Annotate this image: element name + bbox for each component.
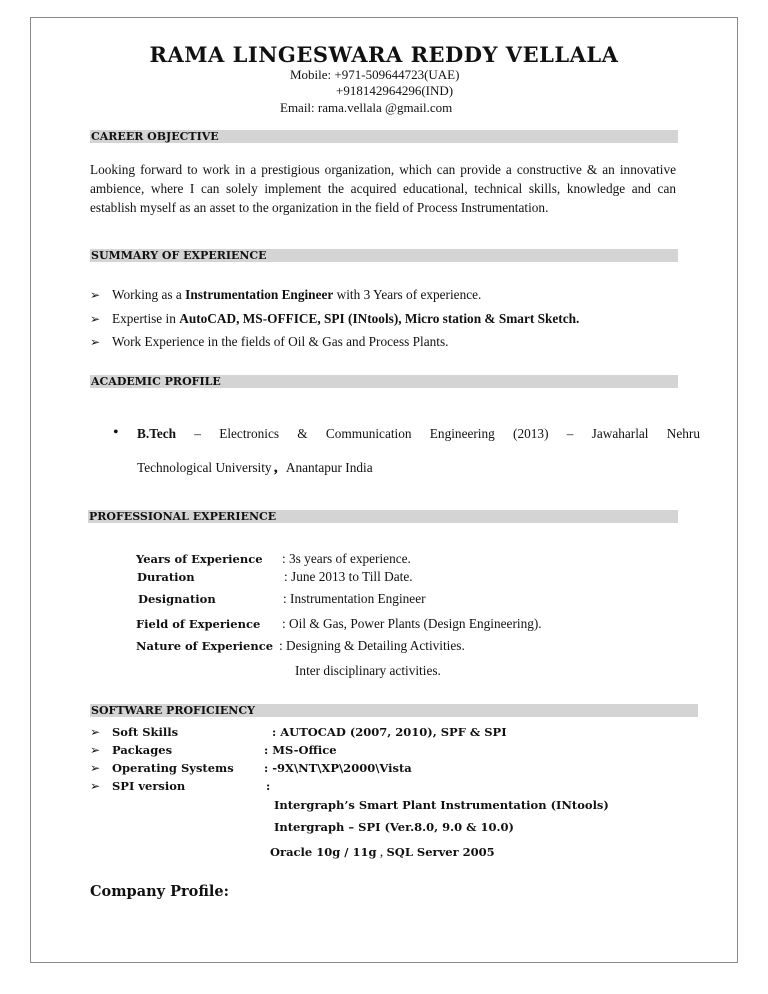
arrow-bullet-icon: ➢ (90, 761, 101, 775)
duration-value: : June 2013 to Till Date. (284, 569, 413, 584)
summary-item: ➢ Working as a Instrumentation Engineer with 3 Years of experience. (90, 287, 482, 302)
candidate-name: RAMA LINGESWARA REDDY VELLALA (149, 42, 619, 67)
arrow-bullet-icon: ➢ (90, 335, 101, 349)
spi-line-1: Intergraph’s Smart Plant Instrumentation (INtools) (274, 798, 609, 812)
spi-line-3: Oracle 10g / 11g , SQL Server 2005 (270, 844, 495, 859)
mobile-ind: +918142964296(IND) (336, 83, 454, 98)
nature-label: Nature of Experience (136, 639, 274, 653)
arrow-bullet-icon: ➢ (90, 312, 101, 326)
designation-value: : Instrumentation Engineer (283, 591, 426, 606)
packages-value: : MS-Office (264, 743, 337, 757)
packages-item: ➢ Packages (90, 743, 173, 757)
career-objective-text: Looking forward to work in a prestigious organization, which can provide a constructive & an innovative ambience, where I can solely implement the acquired educational, technical skills, knowledge and can establish myself as an asset to the organization in the field of Process Instrumentation. (90, 162, 676, 215)
dot-bullet-icon: • (113, 424, 119, 441)
company-profile-heading: Company Profile: (90, 883, 229, 900)
mobile-uae: Mobile: +971-509644723(UAE) (290, 67, 460, 82)
section-professional-experience: PROFESSIONAL EXPERIENCE (88, 510, 678, 523)
academic-degree-line: B.Tech – Electronics & Communication Engineering (2013) – Jawaharlal Nehru (137, 426, 700, 441)
duration-label: Duration (137, 570, 195, 584)
field-label: Field of Experience (136, 617, 261, 631)
academic-university-line: Technological University , Anantapur India (137, 457, 373, 476)
years-label: Years of Experience (136, 552, 263, 566)
operating-systems-item: ➢ Operating Systems (90, 761, 234, 775)
nature-value: : Designing & Detailing Activities. (279, 638, 465, 653)
soft-skills-value: : AUTOCAD (2007, 2010), SPF & SPI (272, 725, 507, 739)
operating-systems-value: : -9X\NT\XP\2000\Vista (264, 761, 412, 775)
arrow-bullet-icon: ➢ (90, 725, 101, 739)
email: Email: rama.vellala @gmail.com (280, 100, 453, 115)
summary-item: ➢ Expertise in AutoCAD, MS-OFFICE, SPI (INtools), Micro station & Smart Sketch. (90, 311, 580, 326)
soft-skills-item: ➢ Soft Skills (90, 725, 179, 739)
section-software-proficiency: SOFTWARE PROFICIENCY (90, 704, 698, 717)
arrow-bullet-icon: ➢ (90, 779, 101, 793)
arrow-bullet-icon: ➢ (90, 743, 101, 757)
spi-version-item: ➢ SPI version (90, 779, 186, 793)
nature-value-2: Inter disciplinary activities. (295, 663, 441, 678)
field-value: : Oil & Gas, Power Plants (Design Engineering). (282, 616, 542, 631)
section-summary-experience: SUMMARY OF EXPERIENCE (90, 249, 678, 262)
arrow-bullet-icon: ➢ (90, 288, 101, 302)
years-value: : 3s years of experience. (282, 551, 411, 566)
summary-item: ➢ Work Experience in the fields of Oil & Gas and Process Plants. (90, 334, 449, 349)
section-academic-profile: ACADEMIC PROFILE (90, 375, 678, 388)
spi-version-colon: : (266, 779, 271, 793)
designation-label: Designation (138, 592, 216, 606)
spi-line-2: Intergraph – SPI (Ver.8.0, 9.0 & 10.0) (274, 820, 514, 834)
section-career-objective: CAREER OBJECTIVE (90, 130, 678, 143)
